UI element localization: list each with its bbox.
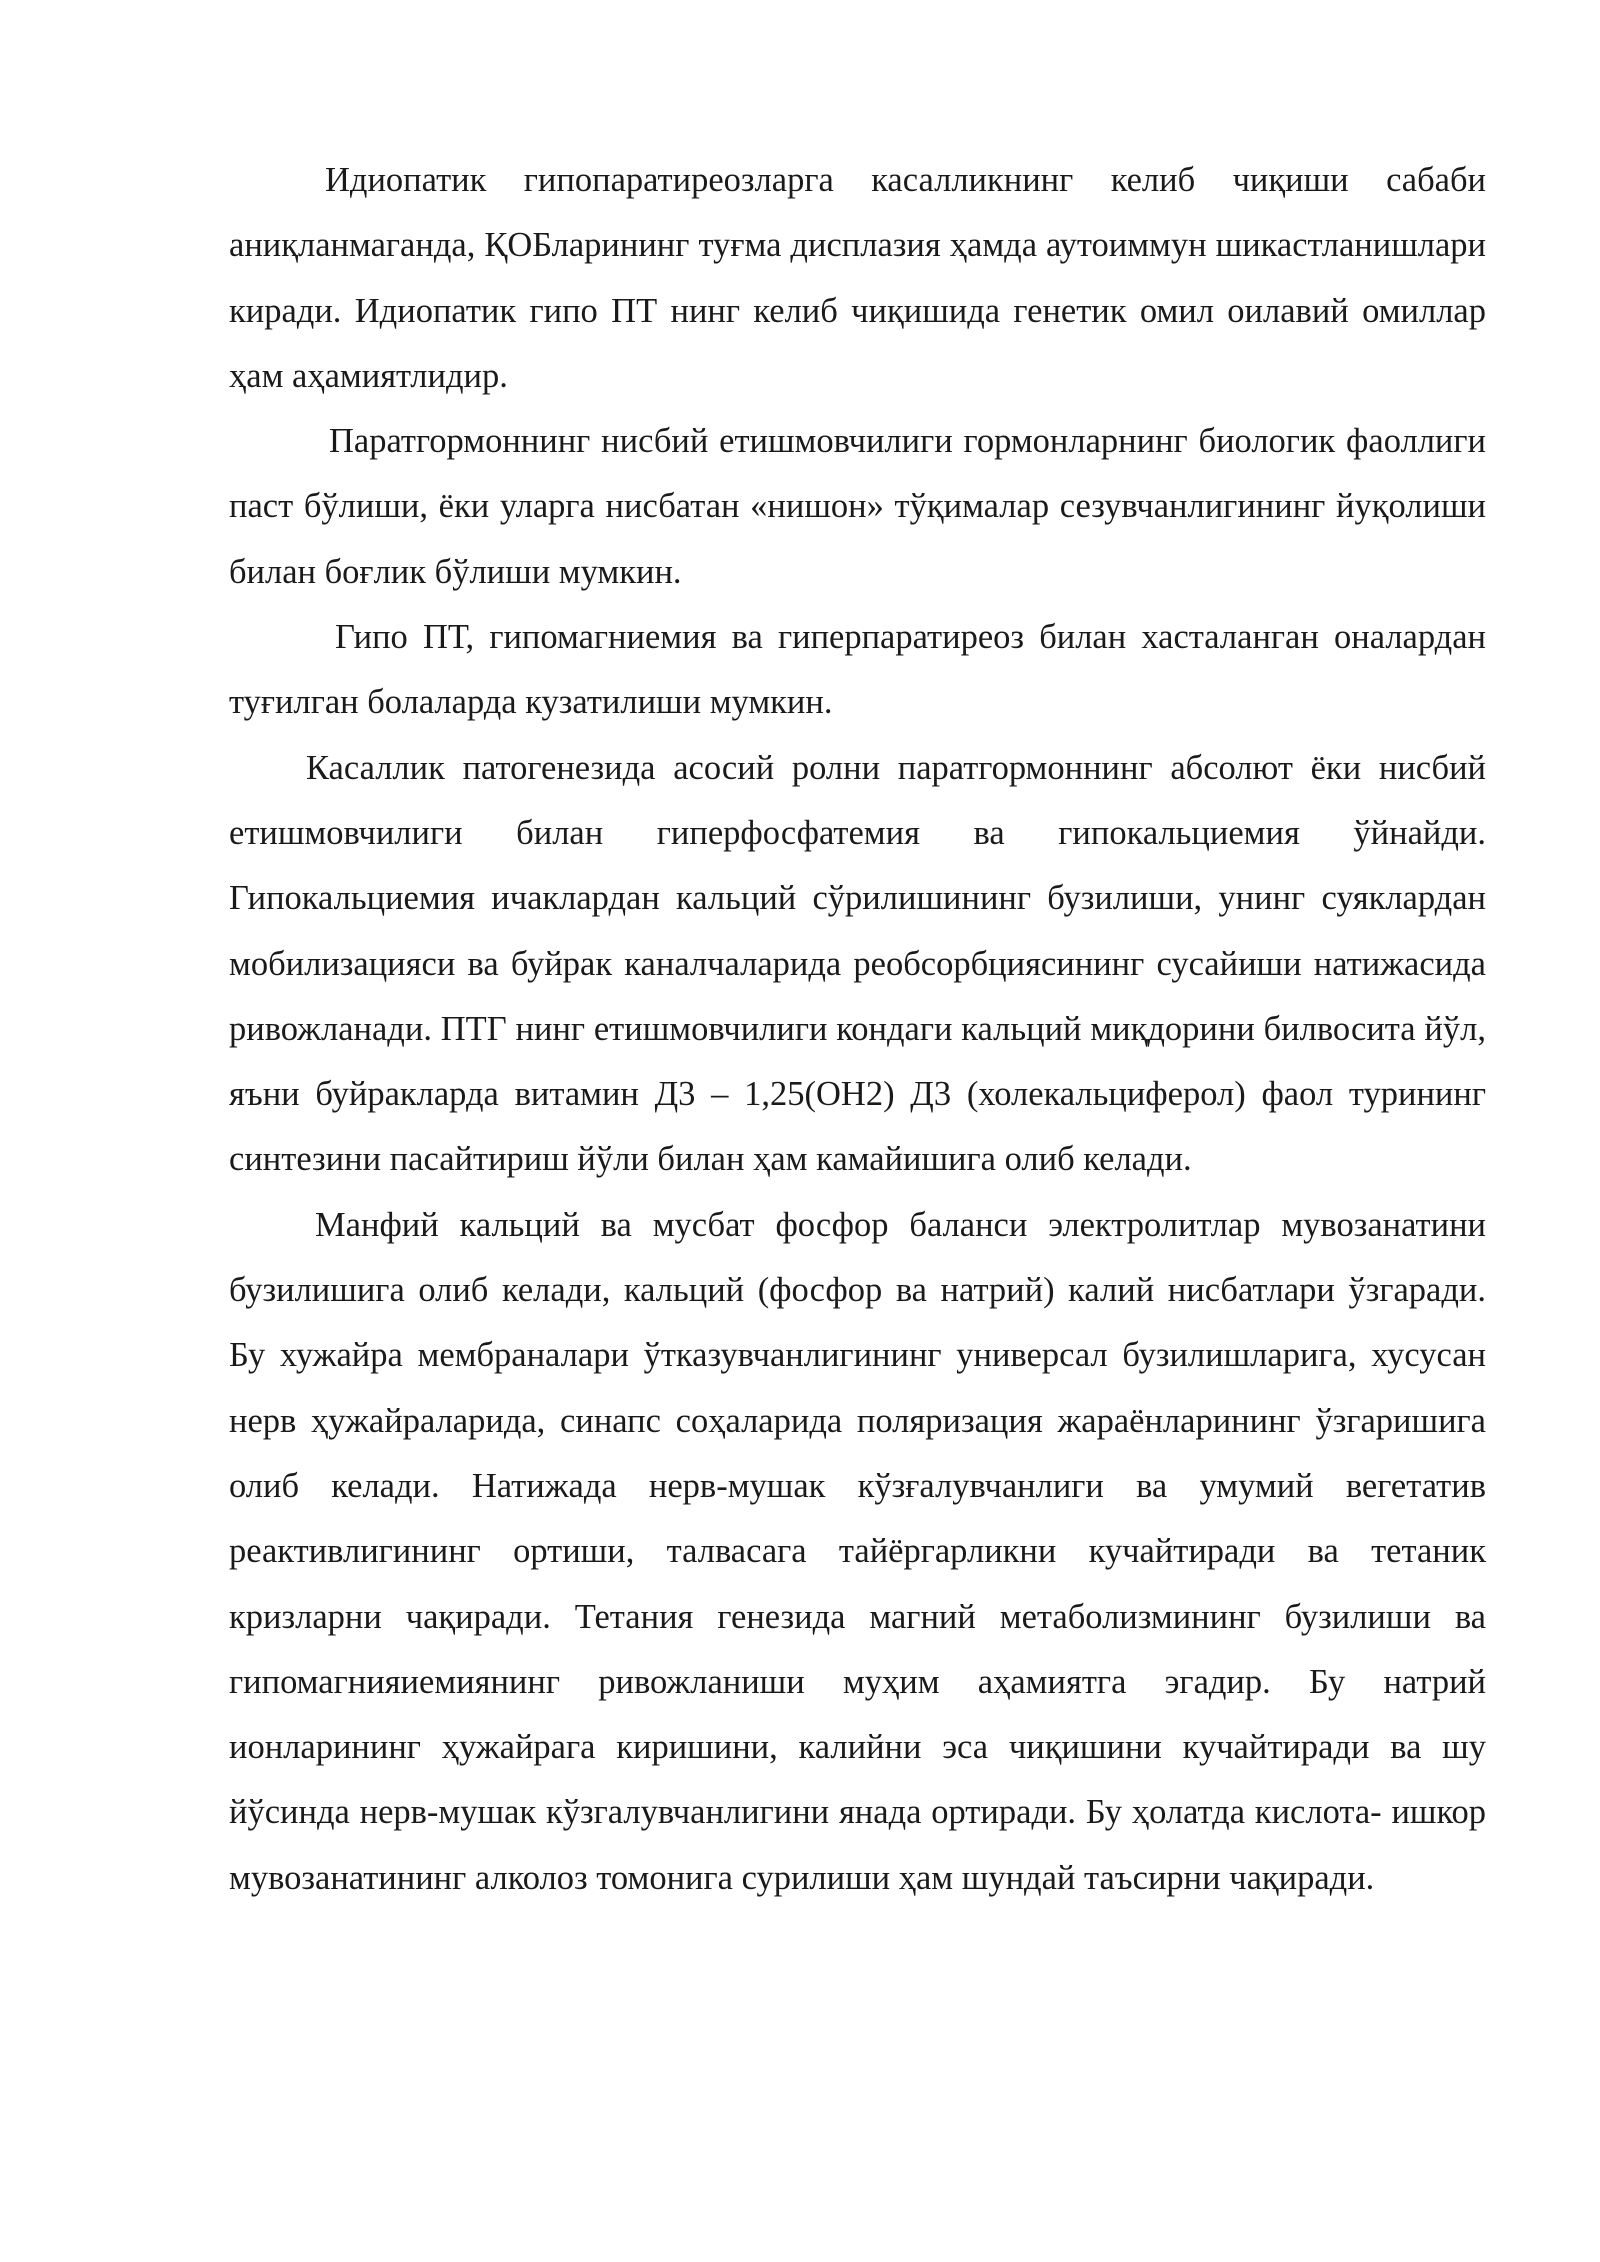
paragraph-idiopathic-hypoparathyroidism: Идиопатик гипопаратиреозларга касалликнинг келиб чиқиши сабаби аниқланмаганда, ҚОБларининг туғма дисплазия ҳамда аутоиммун шикастланишлари киради. Идиопатик гипо ПТ нинг келиб чиқишида генетик омил оилавий омиллар ҳам аҳамиятлидир. <box>229 161 1486 395</box>
paragraph-hypo-pt-children: Гипо ПТ, гипомагниемия ва гиперпаратиреоз билан хасталанган оналардан туғилган болаларда кузатилиши мумкин. <box>229 618 1486 722</box>
document-body <box>229 148 1486 1911</box>
paragraph-pathogenesis: Касаллик патогенезида асосий ролни паратгормоннинг абсолют ёки нисбий етишмовчилиги билан гиперфосфатемия ва гипокальциемия ўйнайди. Гипокальциемия ичаклардан кальций сўрилишининг бузилиши, унинг суяклардан мобилизацияси ва буйрак каналчаларида реобсорбциясининг сусайиши натижасида ривожланади. ПТГ нинг етишмовчилиги кондаги кальций миқдорини билвосита йўл, яъни буйракларда витамин Д3 – 1,25(ОН2) Д3 (холекальциферол) фаол турининг синтезини пасайтириш йўли билан ҳам камайишига олиб келади. <box>229 748 1486 1179</box>
paragraph-electrolyte-balance: Манфий кальций ва мусбат фосфор баланси электролитлар мувозанатини бузилишига олиб келади, кальций (фосфор ва натрий) калий нисбатлари ўзгаради. Бу хужайра мембраналари ўтказувчанлигининг универсал бузилишларига, хусусан нерв ҳужайраларида, синапс соҳаларида поляризация жараёнларининг ўзгаришига олиб келади. Натижада нерв-мушак кўзғалувчанлиги ва умумий вегетатив реактивлигининг ортиши, талвасага тайёргарликни кучайтиради ва тетаник кризларни чақиради. Тетания генезида магний метаболизмининг бузилиши ва гипомагнияиемиянинг ривожланиши муҳим аҳамиятга эгадир. Бу натрий ионларининг ҳужайрага киришини, калийни эса чиқишини кучайтиради ва шу йўсинда нерв-мушак кўзгалувчанлигини янада ортиради. Бу ҳолатда кислота- ишкор мувозанатининг алколоз томонига сурилиши ҳам шундай таъсирни чақиради. <box>229 1205 1486 1897</box>
paragraph-parathormone-deficiency: Паратгормоннинг нисбий етишмовчилиги гормонларнинг биологик фаоллиги паст бўлиши, ёки уларга нисбатан «нишон» тўқималар сезувчанлигининг йуқолиши билан боғлик бўлиши мумкин. <box>229 422 1486 591</box>
